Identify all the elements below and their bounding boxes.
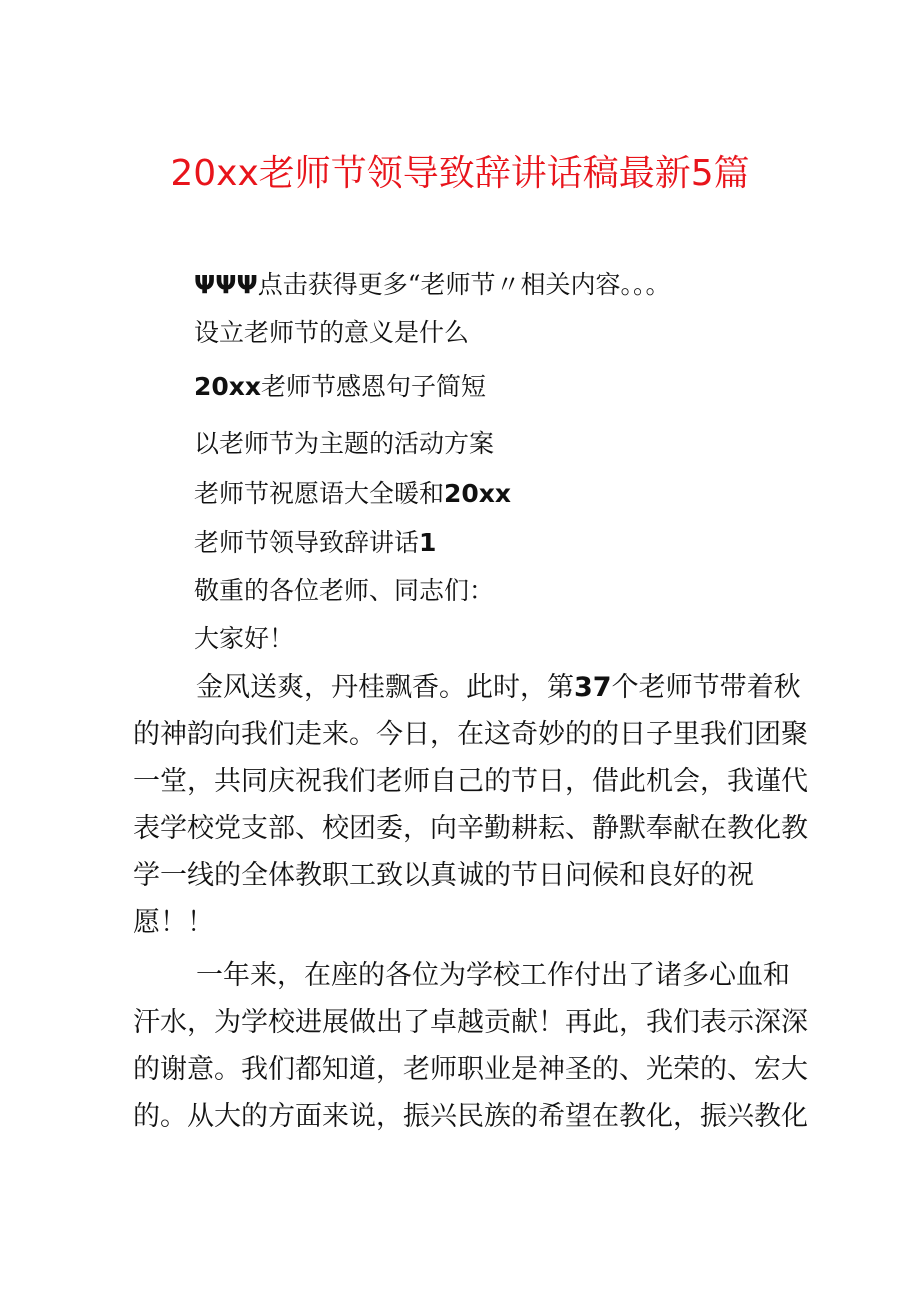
related-link-4-text: 老师节祝愿语大全暖和 <box>194 479 445 508</box>
paragraph-2 <box>133 952 808 1140</box>
document-title: 20xx老师节领导致辞讲话稿最新5篇 <box>170 153 750 194</box>
link-prefix-symbols: ΨΨΨ <box>194 270 258 299</box>
related-link-2[interactable] <box>194 370 486 404</box>
paragraph-1-line-6: 愿！！ <box>133 907 214 938</box>
related-link-1-text: 设立老师节的意义是什么 <box>194 318 470 347</box>
paragraph-1-line-3: 一堂，共同庆祝我们老师自己的节日，借此机会，我谨代 <box>133 766 808 797</box>
related-link-2-year: 20xx <box>194 372 262 401</box>
paragraph-1-line-5: 学一线的全体教职工致以真诚的节日问候和良好的祝 <box>133 860 754 891</box>
paragraph-1 <box>133 664 808 946</box>
paragraph-2-line-3: 的谢意。我们都知道，老师职业是神圣的、光荣的、宏大 <box>133 1054 808 1085</box>
paragraph-2-line-1: 一年来，在座的各位为学校工作付出了诸多心血和 <box>196 960 790 991</box>
salutation: 敬重的各位老师、同志们： <box>194 576 495 605</box>
paragraph-1-line-4: 表学校党支部、校团委，向辛勤耕耘、静默奉献在教化教 <box>133 813 808 844</box>
paragraph-1-line-1: 金风送爽，丹桂飘香。此时，第37个老师节带着秋 <box>196 672 801 703</box>
related-link-4-year: 20xx <box>444 479 512 508</box>
section-heading-text: 老师节领导致辞讲话 <box>194 528 420 557</box>
festival-number: 37 <box>574 672 612 703</box>
paragraph-2-line-4: 的。从大的方面来说，振兴民族的希望在教化，振兴教化 <box>133 1101 808 1132</box>
section-heading-number: 1 <box>419 528 437 557</box>
paragraph-1-line-2: 的神韵向我们走来。今日，在这奇妙的的日子里我们团聚 <box>133 719 808 750</box>
section-heading <box>194 526 436 560</box>
paragraph-2-line-2: 汗水，为学校进展做出了卓越贡献！再此，我们表示深深 <box>133 1007 808 1038</box>
related-link-3-text: 以老师节为主题的活动方案 <box>194 429 495 458</box>
more-content-text: 点击获得更多“老师节〃相关内容。。。 <box>257 270 671 299</box>
greeting: 大家好！ <box>194 624 295 653</box>
related-link-4[interactable] <box>194 477 511 511</box>
more-content-link[interactable] <box>194 268 671 302</box>
related-link-2-text: 老师节感恩句子简短 <box>261 372 487 401</box>
related-link-1[interactable] <box>194 316 469 350</box>
related-link-3[interactable] <box>194 427 494 461</box>
